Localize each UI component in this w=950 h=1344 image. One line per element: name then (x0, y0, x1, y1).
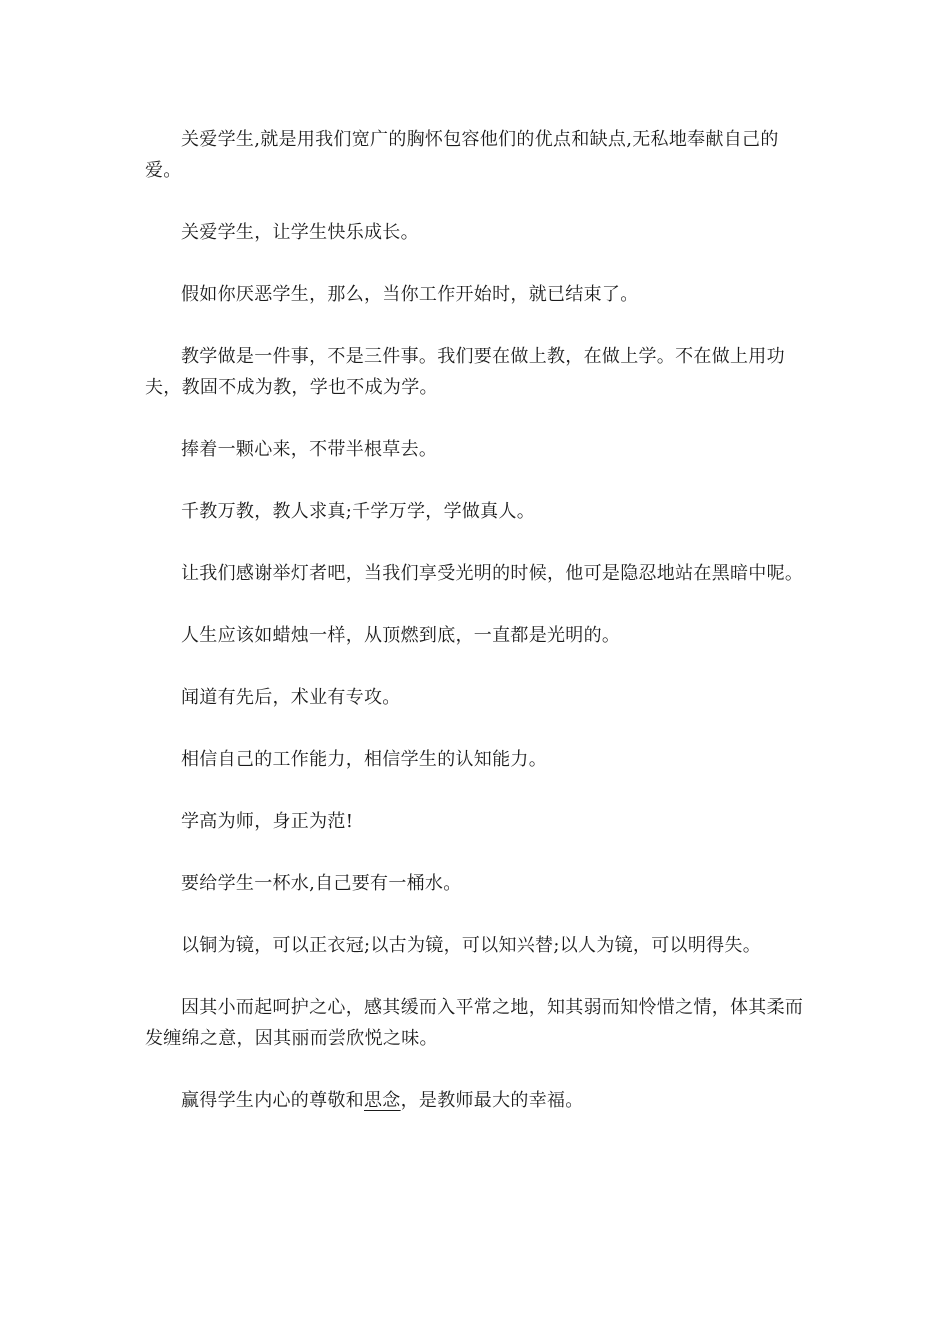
paragraph-12: 要给学生一杯水,自己要有一桶水。 (181, 873, 462, 894)
paragraph-3: 假如你厌恶学生，那么，当你工作开始时，就已结束了。 (181, 284, 639, 305)
paragraph-2: 关爱学生，让学生快乐成长。 (181, 222, 419, 243)
underlined-word: 思念 (364, 1090, 401, 1111)
paragraph-6: 千教万教，教人求真;千学万学，学做真人。 (181, 501, 536, 522)
paragraph-7: 让我们感谢举灯者吧，当我们享受光明的时候，他可是隐忍地站在黑暗中呢。 (181, 563, 804, 584)
paragraph-11: 学高为师，身正为范! (181, 811, 354, 832)
paragraph-4: 教学做是一件事，不是三件事。我们要在做上教，在做上学。不在做上用功夫，教固不成为教，学也不成为学。 (145, 346, 785, 398)
paragraph-14: 因其小而起呵护之心，感其缓而入平常之地，知其弱而知怜惜之情，体其柔而发缠绵之意，因其丽而尝欣悦之味。 (145, 997, 804, 1049)
paragraph-8: 人生应该如蜡烛一样，从顶燃到底，一直都是光明的。 (181, 625, 621, 646)
paragraph-15-end: ，是教师最大的幸福。 (400, 1090, 584, 1111)
paragraph-13: 以铜为镜，可以正衣冠;以古为镜，可以知兴替;以人为镜，可以明得失。 (181, 935, 762, 956)
paragraph-15-start: 赢得学生内心的尊敬和 (181, 1090, 364, 1111)
document-body (145, 124, 805, 1147)
paragraph-15 (145, 1085, 805, 1116)
paragraph-10: 相信自己的工作能力，相信学生的认知能力。 (181, 749, 547, 770)
paragraph-5: 捧着一颗心来，不带半根草去。 (181, 439, 438, 460)
paragraph-9: 闻道有先后，术业有专攻。 (181, 687, 401, 708)
paragraph-1: 关爱学生,就是用我们宽广的胸怀包容他们的优点和缺点,无私地奉献自己的爱。 (145, 129, 779, 181)
